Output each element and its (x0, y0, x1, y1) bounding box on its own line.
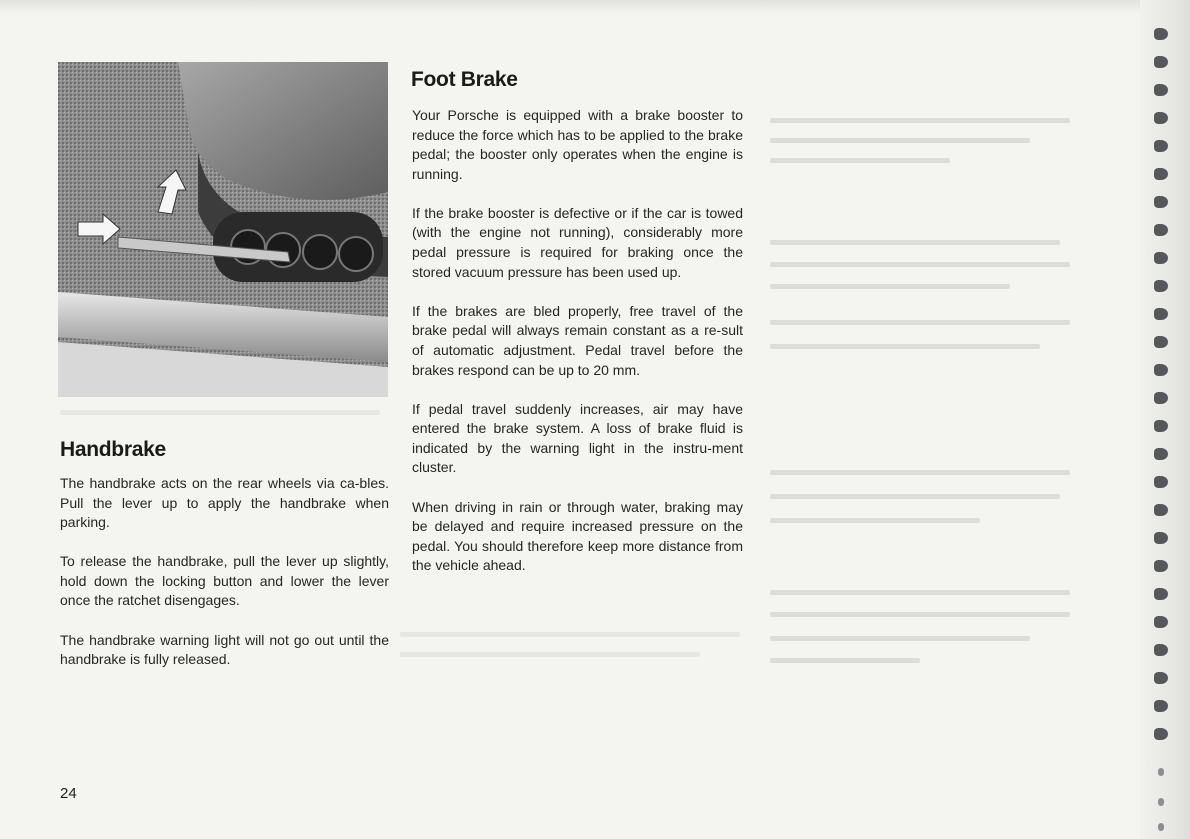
foot-brake-paragraph: If pedal travel suddenly increases, air may have entered the brake system. A loss of brake fluid is indicated by the warning light in the instru-ment cluster. (412, 400, 743, 476)
foot-brake-paragraph: Your Porsche is equipped with a brake booster to reduce the force which has to be applied to the brake pedal; the booster only operates when the engine is running. (412, 107, 743, 182)
handbrake-paragraph: The handbrake acts on the rear wheels via ca-bles. Pull the lever up to apply the handbrake when parking. (60, 475, 389, 531)
foot-brake-text (412, 106, 743, 595)
handbrake-lever-illustration (58, 62, 388, 397)
foot-brake-paragraph: If the brakes are bled properly, free travel of the brake pedal will always remain constant as a re-sult of automatic adjustment. Pedal travel before the brakes respond can be up to 20 mm. (412, 302, 743, 378)
page-top-edge (0, 0, 1190, 14)
foot-brake-paragraph: If the brake booster is defective or if the car is towed (with the engine not running), considerably more pedal pressure is required for braking once the stored vacuum pressure has been used up. (412, 204, 743, 280)
foot-brake-heading: Foot Brake (411, 68, 518, 91)
handbrake-paragraph: To release the handbrake, pull the lever up slightly, hold down the locking button and lower the lever once the ratchet disengages. (60, 553, 389, 609)
spiral-binding (1152, 28, 1182, 838)
handbrake-text (60, 474, 389, 689)
handbrake-heading: Handbrake (60, 438, 166, 461)
foot-brake-paragraph: When driving in rain or through water, braking may be delayed and require increased pressure on the pedal. You should therefore keep more distance from the vehicle ahead. (412, 498, 743, 574)
page-number: 24 (60, 785, 77, 802)
handbrake-paragraph: The handbrake warning light will not go out until the handbrake is fully released. (60, 631, 389, 668)
handbrake-photo (58, 62, 388, 397)
